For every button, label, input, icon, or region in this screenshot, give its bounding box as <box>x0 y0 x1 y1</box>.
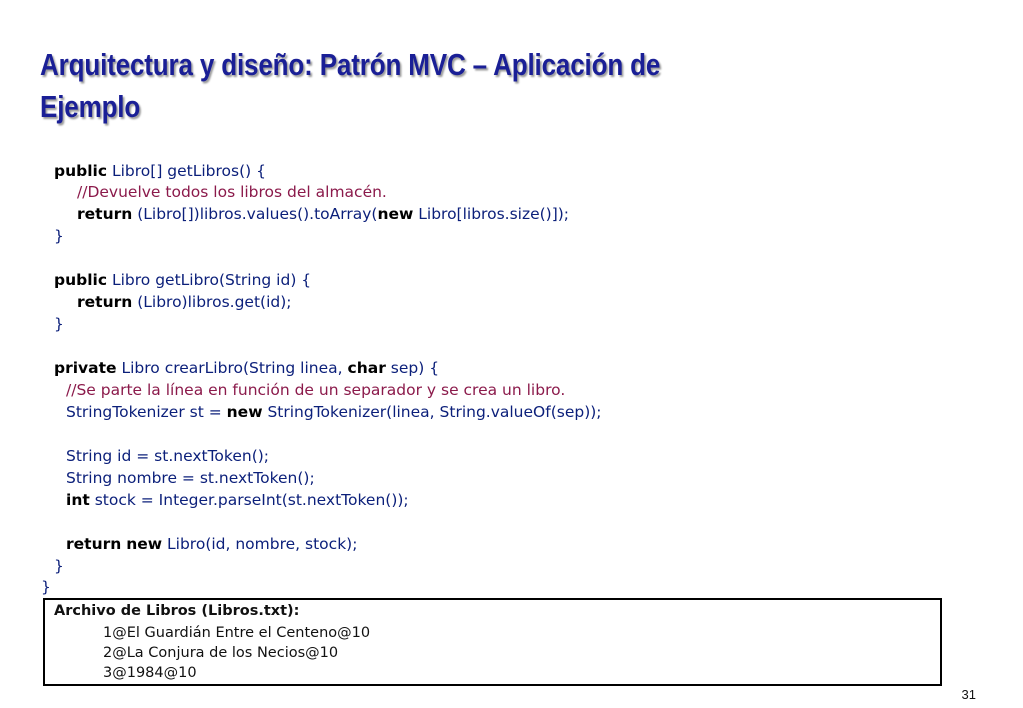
code-text: Libro[] getLibros() { <box>107 162 266 180</box>
code-line <box>54 357 439 379</box>
code-text: } <box>54 315 64 333</box>
code-keyword: return <box>66 535 122 553</box>
code-line <box>66 445 269 467</box>
code-text: String id = st.nextToken(); <box>66 447 270 465</box>
code-keyword: new <box>377 205 414 223</box>
slide-title-line-1: Arquitectura y diseño: Patrón MVC – Aplicación de <box>40 47 661 82</box>
slide-title-line-2: Ejemplo <box>40 89 141 124</box>
libros-file-box <box>43 598 942 686</box>
code-keyword: return <box>77 205 133 223</box>
code-line <box>66 401 602 423</box>
code-text: stock = Integer.parseInt(st.nextToken()); <box>89 491 409 509</box>
code-line <box>54 555 64 577</box>
code-line <box>66 379 565 401</box>
code-line <box>54 225 64 247</box>
code-keyword: int <box>66 491 90 509</box>
code-text: StringTokenizer st = <box>66 403 227 421</box>
code-text: StringTokenizer(linea, String.valueOf(sep)); <box>262 403 602 421</box>
code-comment: //Se parte la línea en función de un separador y se crea un libro. <box>66 381 566 399</box>
code-line <box>54 160 266 182</box>
page-number: 31 <box>961 687 976 702</box>
code-text: } <box>41 578 51 596</box>
code-text: sep) { <box>385 359 440 377</box>
code-text: (Libro[])libros.values().toArray( <box>132 205 378 223</box>
code-line <box>54 313 64 335</box>
file-row: 3@1984@10 <box>103 665 197 681</box>
code-text: } <box>54 557 64 575</box>
code-keyword: public <box>54 271 108 289</box>
code-text: Libro getLibro(String id) { <box>107 271 312 289</box>
code-text: Libro[libros.size()]); <box>413 205 570 223</box>
code-keyword: private <box>54 359 117 377</box>
file-row: 1@El Guardián Entre el Centeno@10 <box>103 625 371 641</box>
code-text: Libro(id, nombre, stock); <box>162 535 358 553</box>
code-keyword: return <box>77 293 133 311</box>
code-line <box>54 269 311 291</box>
code-line <box>77 181 387 203</box>
code-keyword: public <box>54 162 108 180</box>
file-box-heading: Archivo de Libros (Libros.txt): <box>54 603 300 619</box>
code-line <box>66 467 315 489</box>
code-text: } <box>54 227 64 245</box>
slide-title <box>40 44 712 128</box>
code-line <box>41 576 51 598</box>
code-text: Libro crearLibro(String linea, <box>116 359 348 377</box>
code-keyword: new <box>126 535 163 553</box>
code-line <box>77 291 291 313</box>
code-line <box>66 533 357 555</box>
code-text: String nombre = st.nextToken(); <box>66 469 315 487</box>
code-keyword: char <box>347 359 386 377</box>
code-comment: //Devuelve todos los libros del almacén. <box>77 183 387 201</box>
code-text: (Libro)libros.get(id); <box>132 293 292 311</box>
code-line <box>66 489 409 511</box>
file-row: 2@La Conjura de los Necios@10 <box>103 645 339 661</box>
code-keyword: new <box>226 403 263 421</box>
code-line <box>77 203 569 225</box>
